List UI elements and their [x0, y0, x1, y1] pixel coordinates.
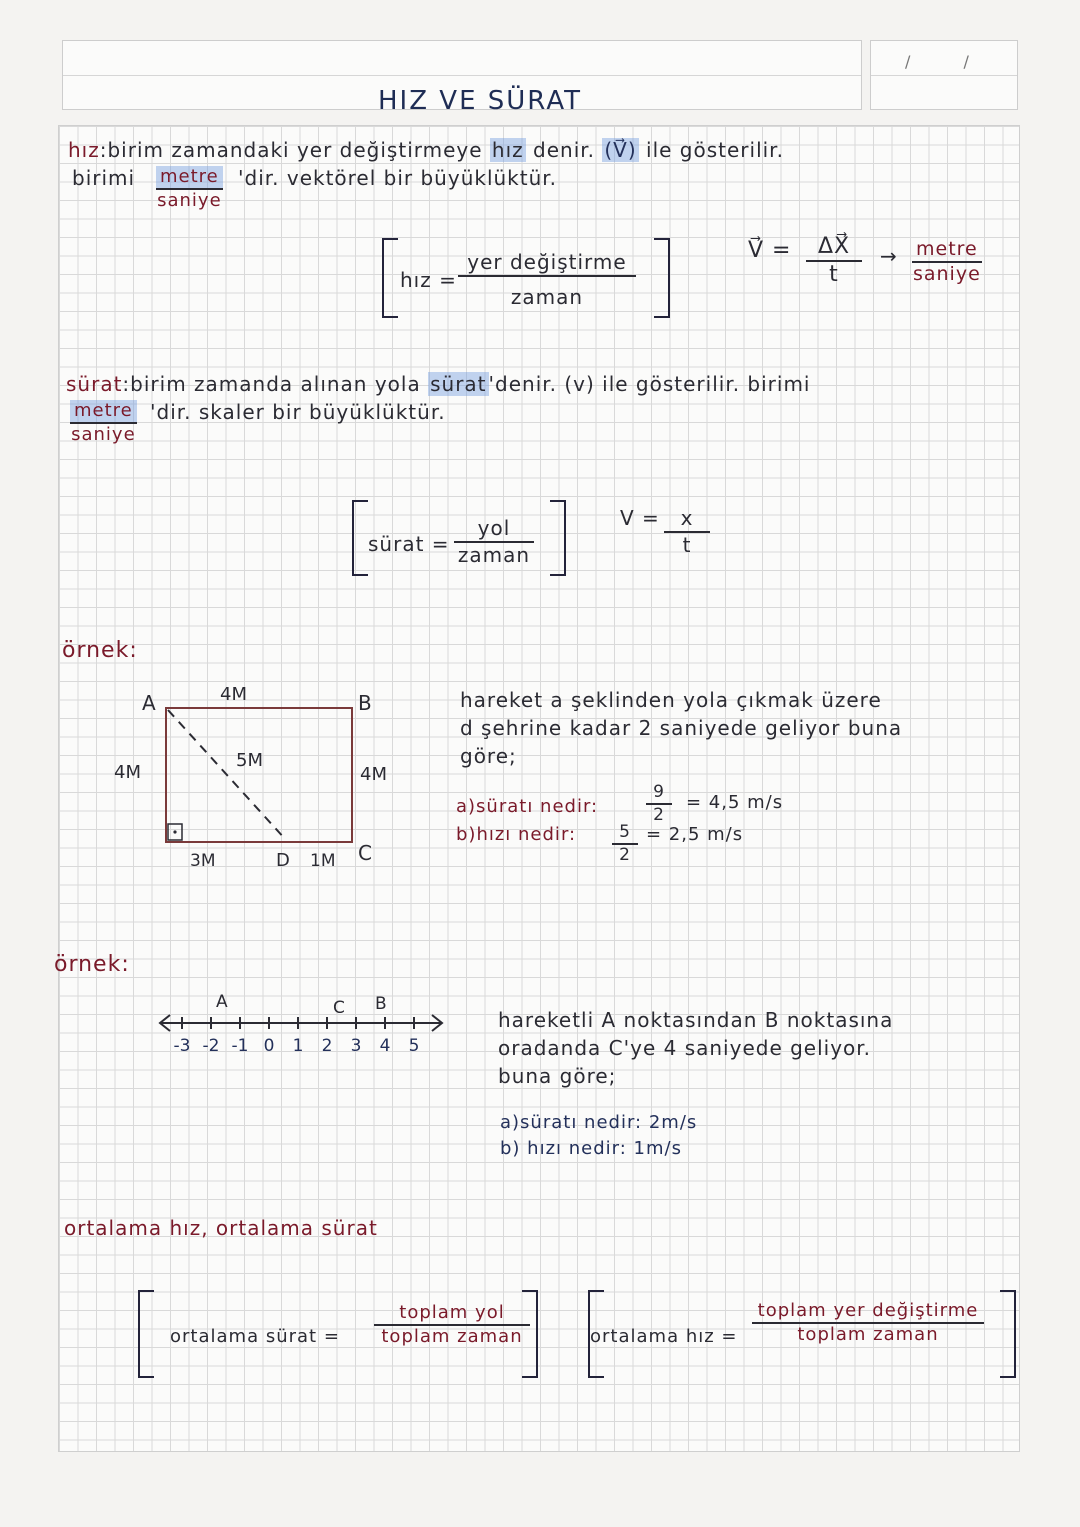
average-heading: ortalama hız, ortalama sürat: [64, 1216, 378, 1240]
example2-text-line3: buna göre;: [498, 1064, 617, 1088]
vector-den: t: [829, 262, 839, 287]
hiz-definition-line2: [72, 166, 135, 190]
avg-hiz-fraction: [752, 1300, 984, 1345]
length-top: 4M: [220, 684, 247, 705]
vector-unit-num: metre: [912, 238, 982, 263]
hiz-unit-fraction: [156, 166, 223, 211]
vector-fraction: [806, 234, 862, 287]
surat-v-den: t: [682, 533, 692, 557]
hiz-formula-den: zaman: [510, 285, 584, 309]
page-title: HIZ VE SÜRAT: [378, 86, 582, 116]
example1-qb-result: = 2,5 m/s: [646, 824, 744, 845]
hiz-def-text: :birim zamandaki yer değiştirmeye: [99, 138, 483, 162]
surat-formula-label: sürat =: [368, 532, 450, 556]
surat-formula-fraction: [454, 516, 534, 567]
surat-v-fraction: [664, 506, 710, 557]
vector-arrow: →: [880, 244, 898, 268]
example2-qb: b) hızı nedir: 1m/s: [500, 1138, 682, 1159]
example2-text-line1: hareketli A noktasından B noktasına: [498, 1008, 894, 1032]
example1-qa-label: a)süratı nedir:: [456, 796, 599, 817]
vector-num: ΔX⃗: [806, 234, 862, 262]
example1-qa-fraction: [646, 782, 672, 825]
hiz-definition-line1: [68, 138, 784, 162]
tick-label: -1: [231, 1036, 249, 1056]
hiz-birimi: birimi: [72, 166, 136, 190]
example2-qa: a)süratı nedir: 2m/s: [500, 1112, 698, 1133]
hiz-highlight: hız: [491, 138, 524, 162]
hiz-term: hız: [68, 138, 100, 162]
surat-unit-num: metre: [70, 400, 137, 424]
tick-label: 0: [263, 1036, 275, 1056]
length-right: 4M: [360, 764, 387, 785]
avg-hiz-label: ortalama hız =: [590, 1326, 738, 1347]
tick-label: 2: [321, 1036, 333, 1056]
hiz-symbol: (V⃗): [604, 138, 637, 162]
example2-text-line2: oradanda C'ye 4 saniyede geliyor.: [498, 1036, 872, 1060]
length-diagonal: 5M: [236, 750, 263, 771]
surat-term: sürat: [66, 372, 123, 396]
avg-surat-label: ortalama sürat =: [170, 1326, 340, 1347]
hiz-def-tail: denir.: [533, 138, 595, 162]
length-bottom-left: 3M: [190, 851, 216, 871]
example1-qb-fraction: [612, 822, 638, 865]
example1-text-line2: d şehrine kadar 2 saniyede geliyor buna: [460, 716, 903, 740]
hiz-formula-fraction: [458, 250, 636, 309]
avg-surat-num: toplam yol: [374, 1302, 530, 1326]
tick-label: 3: [350, 1036, 362, 1056]
point-c-label: C: [333, 998, 345, 1018]
surat-formula-den: zaman: [457, 543, 531, 567]
vector-unit-den: saniye: [912, 263, 981, 285]
tick-label: 5: [408, 1036, 420, 1056]
point-d: D: [276, 850, 290, 871]
example2-label: örnek:: [54, 952, 130, 977]
point-b: B: [358, 691, 372, 715]
surat-unit-den: saniye: [71, 424, 136, 445]
hiz-unit-den: saniye: [157, 190, 222, 211]
diagonal-ad: [168, 710, 286, 840]
example1-qa-den: 2: [653, 805, 665, 825]
example1-qa-result: = 4,5 m/s: [686, 792, 784, 813]
vector-unit-fraction: [912, 238, 982, 285]
avg-hiz-den: toplam zaman: [797, 1324, 939, 1345]
avg-hiz-num: toplam yer değiştirme: [752, 1300, 984, 1324]
surat-highlight: sürat: [430, 372, 487, 396]
example1-figure: [110, 676, 410, 876]
length-bottom-right: 1M: [310, 851, 336, 871]
point-a-label: A: [216, 992, 228, 1012]
example1-text-line1: hareket a şeklinden yola çıkmak üzere: [460, 688, 882, 712]
hiz-formula-bracket-left: [382, 238, 398, 318]
surat-definition-line2: 'dir. skaler bir büyüklüktür.: [150, 400, 446, 424]
hiz-def-end: ile gösterilir.: [646, 138, 784, 162]
avg-surat-fraction: [374, 1302, 530, 1347]
rectangle-abcd: [166, 708, 352, 842]
surat-definition-line1: [66, 372, 810, 396]
hiz-definition-line2b: 'dir. vektörel bir büyüklüktür.: [238, 166, 558, 190]
header-date-box: [870, 40, 1018, 110]
avg-hiz-bracket-right: [1000, 1290, 1016, 1378]
surat-formula-bracket-left: [352, 500, 368, 576]
example1-qb-den: 2: [619, 845, 631, 865]
example1-label: örnek:: [62, 638, 138, 663]
avg-surat-den: toplam zaman: [381, 1326, 523, 1347]
surat-v-lhs: V =: [620, 506, 660, 530]
tick-label: -2: [202, 1036, 220, 1056]
surat-formula-num: yol: [454, 516, 534, 543]
example1-qa-num: 9: [646, 782, 672, 805]
hiz-formula-num: yer değiştirme: [458, 250, 636, 277]
surat-def-end: 'denir. (v) ile gösterilir. birimi: [488, 372, 811, 396]
point-b-label: B: [375, 994, 387, 1014]
tick-label: 4: [379, 1036, 391, 1056]
vector-lhs: V⃗ =: [748, 238, 792, 263]
avg-surat-bracket-left: [138, 1290, 154, 1378]
hiz-formula-bracket-right: [654, 238, 670, 318]
date-placeholder: / /: [905, 52, 993, 71]
point-a: A: [142, 691, 156, 715]
example1-qb-label: b)hızı nedir:: [456, 824, 577, 845]
hiz-formula-label: hız =: [400, 268, 457, 292]
surat-def-text: :birim zamanda alınan yola: [122, 372, 421, 396]
tick-label: -3: [173, 1036, 191, 1056]
point-c: C: [358, 841, 372, 865]
example1-text-line3: göre;: [460, 744, 517, 768]
example1-qb-num: 5: [612, 822, 638, 845]
avg-surat-bracket-right: [522, 1290, 538, 1378]
length-left: 4M: [114, 762, 141, 783]
surat-formula-bracket-right: [550, 500, 566, 576]
surat-unit-fraction: [70, 400, 137, 445]
number-line: [150, 985, 460, 1065]
hiz-unit-num: metre: [156, 166, 223, 190]
tick-label: 1: [292, 1036, 304, 1056]
surat-v-num: x: [664, 506, 710, 533]
